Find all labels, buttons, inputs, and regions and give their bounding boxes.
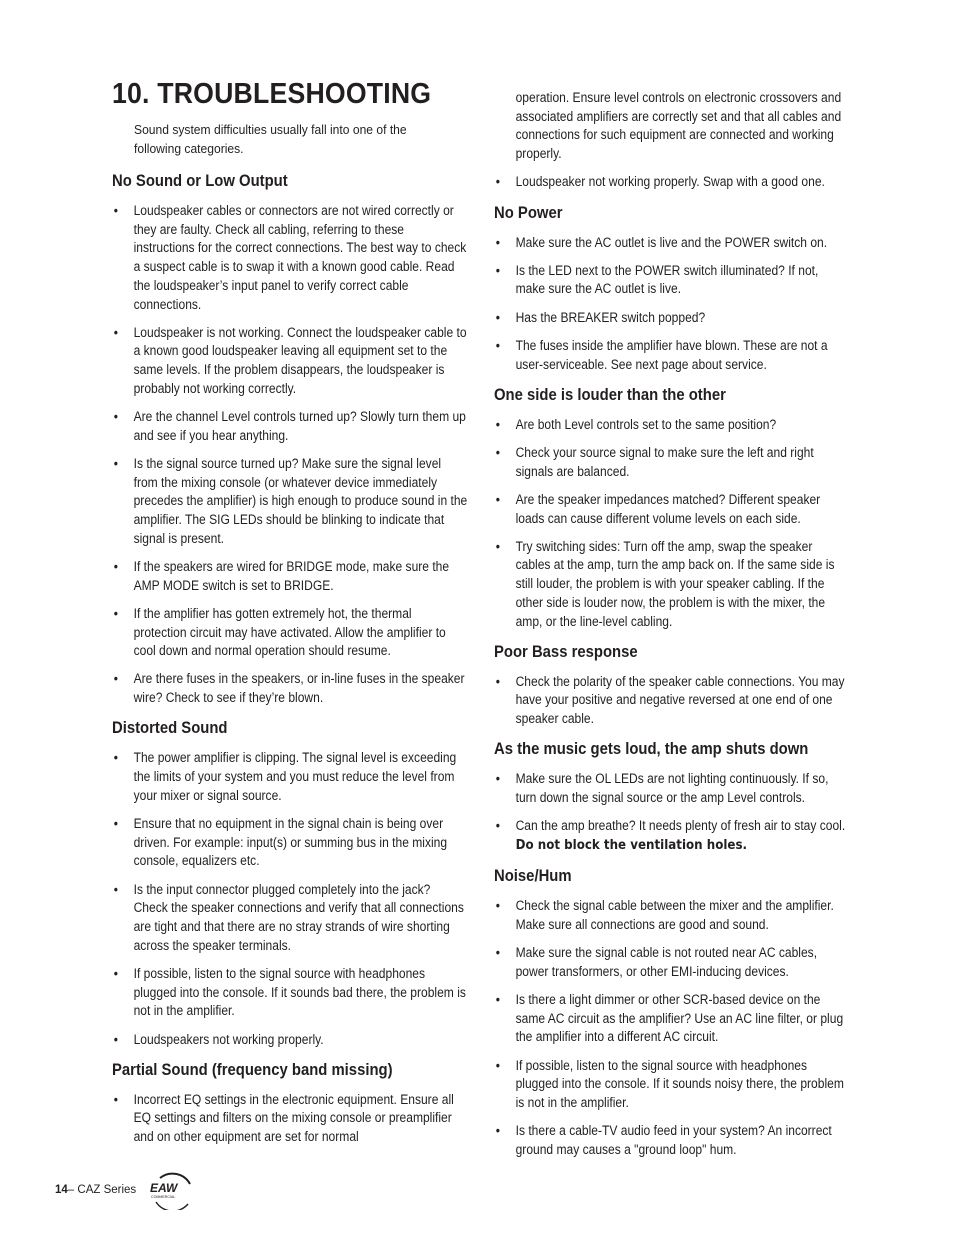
series-label: – CAZ Series	[67, 1184, 137, 1196]
page-footer	[55, 1184, 136, 1196]
bullet-marker: •	[113, 815, 119, 831]
list-item-text: Are both Level controls set to the same position?	[515, 416, 777, 432]
bullet-list	[112, 202, 468, 708]
section-heading: Noise/Hum	[494, 867, 572, 886]
bullet-list	[494, 234, 850, 375]
bullet-list	[494, 897, 850, 1159]
list-item	[494, 944, 850, 981]
list-item	[112, 815, 468, 871]
bullet-marker: •	[495, 444, 501, 460]
list-item-text: If the speakers are wired for BRIDGE mode, make sure the AMP MODE switch is set to BRIDGE.	[133, 558, 450, 593]
bullet-marker: •	[495, 818, 501, 834]
bullet-marker: •	[495, 416, 501, 432]
section-heading: One side is louder than the other	[494, 385, 726, 404]
list-item-text: Is there a cable-TV audio feed in your system? An incorrect ground may causes a "ground loop" hum.	[515, 1123, 832, 1157]
bullet-marker: •	[113, 455, 119, 471]
list-item-text: Ensure that no equipment in the signal chain is being over driven. For example: input(s) or summing bus in the mixing console, equalizers etc.	[133, 815, 448, 869]
list-item-text: Can the amp breathe? It needs plenty of fresh air to stay cool.	[515, 818, 846, 834]
list-item-text: Are the channel Level controls turned up? Slowly turn them up and see if you hear anything.	[133, 409, 466, 443]
list-item	[494, 234, 850, 253]
bullet-marker: •	[495, 673, 501, 689]
list-item	[112, 670, 468, 707]
bullet-marker: •	[113, 605, 119, 621]
list-item	[494, 444, 850, 481]
list-item	[494, 1057, 850, 1113]
bullet-list	[494, 770, 850, 855]
list-item	[112, 324, 468, 399]
list-item	[112, 1091, 468, 1147]
list-item	[494, 1122, 850, 1159]
right-column	[494, 89, 889, 1169]
logo-subtext: COMMERCIAL	[151, 1195, 176, 1199]
bullet-marker: •	[113, 965, 119, 981]
list-item	[494, 337, 850, 374]
list-item-text: If possible, listen to the signal source with headphones plugged into the console. If it sounds bad there, the problem is not in the amplifier.	[133, 965, 466, 1019]
bullet-marker: •	[495, 337, 501, 353]
section-heading: No Sound or Low Output	[112, 172, 288, 190]
bullet-marker: •	[495, 1123, 501, 1139]
logo-arc-lower	[156, 1202, 188, 1210]
bullet-marker: •	[113, 324, 119, 340]
bullet-marker: •	[495, 992, 501, 1007]
section-heading: Poor Bass response	[494, 642, 638, 661]
bullet-marker: •	[495, 898, 501, 914]
list-item	[494, 897, 850, 934]
bullet-marker: •	[495, 945, 501, 961]
bullet-list	[494, 673, 850, 729]
bullet-marker: •	[495, 262, 501, 278]
list-item-text: Incorrect EQ settings in the electronic equipment. Ensure all EQ settings and filters on the mixing console or preamplifier and on other equipment are set for normal	[133, 1091, 454, 1145]
list-item-text: The fuses inside the amplifier have blown. These are not a user-serviceable. See next page about service.	[515, 337, 828, 372]
list-item-text: Check the signal cable between the mixer and the amplifier. Make sure all connections are good and sound.	[515, 898, 834, 932]
list-item-text: Is there a light dimmer or other SCR-based device on the same AC circuit as the amplifier? Use an AC line filter, or plug the amplifier into a different AC circuit.	[515, 992, 844, 1045]
list-item	[494, 491, 850, 528]
bullet-marker: •	[495, 309, 501, 325]
list-item-text: Make sure the signal cable is not routed near AC cables, power transformers, or other EMI-inducing devices.	[515, 945, 818, 979]
list-item	[494, 538, 850, 632]
list-item-text: Has the BREAKER switch popped?	[515, 309, 706, 325]
list-item-text: Loudspeaker cables or connectors are not wired correctly or they are faulty. Check all cabling, referring to these instructions for the correct connections. The best way to check a suspect cable is to swap it with a known good cable. Read the loudspeaker’s input panel to verify correct cable connections.	[133, 203, 467, 312]
list-item-text: Try switching sides: Turn off the amp, swap the speaker cables at the amp, turn the amp back on. If the same side is still louder, the problem is with your speaker cabling. If the other side is louder now, the problem is with the mixer, the amp, or the line-level cabling.	[515, 538, 835, 629]
bullet-marker: •	[495, 174, 501, 190]
bullet-marker: •	[113, 1091, 119, 1107]
bullet-marker: •	[113, 558, 119, 574]
list-item	[112, 1031, 468, 1050]
section-heading: Partial Sound (frequency band missing)	[112, 1060, 393, 1079]
list-item-text: Is the signal source turned up? Make sure the signal level from the mixing console (or whatever device immediately precedes the amplifier) is high enough to produce sound in the amplifier. The SIG LEDs should be blinking to indicate that signal is present.	[133, 455, 468, 546]
list-item-text: Loudspeaker not working properly. Swap with a good one.	[515, 174, 825, 190]
eaw-logo	[146, 1170, 194, 1210]
bullet-marker: •	[113, 671, 119, 687]
list-item-text: Is the input connector plugged completely into the jack? Check the speaker connections and verify that all connections are tight and that there are no stray strands of wire shorting across the speaker terminals.	[133, 881, 464, 953]
continued-paragraph: operation. Ensure level controls on electronic crossovers and associated amplifiers are correctly set and that all cables and connections for such equipment are connected and working properly.	[515, 90, 842, 162]
list-item-text: The power amplifier is clipping. The signal level is exceeding the limits of your system and you must reduce the level from your mixer or signal source.	[133, 750, 457, 803]
list-item	[494, 770, 850, 807]
bullet-list	[112, 1091, 468, 1147]
logo-wordmark: EAW	[150, 1181, 178, 1195]
list-item	[494, 309, 850, 328]
list-item-text: If possible, listen to the signal source with headphones plugged into the console. If it sounds noisy there, the problem is not in the amplifier.	[515, 1057, 844, 1111]
list-item	[494, 817, 850, 855]
bullet-marker: •	[113, 750, 119, 766]
section-heading: As the music gets loud, the amp shuts down	[494, 740, 809, 759]
list-item	[112, 202, 468, 314]
bullet-marker: •	[113, 881, 119, 897]
list-item	[494, 673, 850, 729]
list-item-text: Loudspeaker is not working. Connect the loudspeaker cable to a known good loudspeaker leaving all equipment set to the same levels. If the problem disappears, the loudspeaker is probably not working correctly.	[133, 324, 467, 396]
list-item-text: Is the LED next to the POWER switch illuminated? If not, make sure the AC outlet is live.	[515, 262, 819, 297]
section-heading: No Power	[494, 203, 563, 222]
bullet-marker: •	[113, 1031, 119, 1047]
list-item-text: Make sure the OL LEDs are not lighting continuously. If so, turn down the signal source or the amp Level controls.	[515, 771, 829, 806]
left-column	[112, 170, 507, 1156]
list-item-text: Check the polarity of the speaker cable connections. You may have your positive and negative reversed at one end of one speaker cable.	[515, 673, 845, 727]
page-number: 14	[55, 1184, 68, 1196]
list-item	[112, 558, 468, 595]
bullet-list	[494, 173, 850, 192]
list-item-text: If the amplifier has gotten extremely hot, the thermal protection circuit may have activated. Allow the amplifier to cool down and normal operation should resume.	[133, 605, 446, 659]
bullet-marker: •	[495, 771, 501, 787]
bullet-marker: •	[495, 1057, 501, 1073]
list-item-text: Make sure the AC outlet is live and the POWER switch on.	[515, 234, 828, 250]
list-item	[494, 262, 850, 299]
bullet-list	[112, 749, 468, 1049]
bullet-marker: •	[495, 234, 501, 250]
intro-paragraph: Sound system difficulties usually fall into one of the following categories.	[134, 122, 407, 156]
list-item	[112, 455, 468, 549]
list-item	[494, 991, 850, 1047]
list-item	[112, 965, 468, 1021]
bullet-list	[494, 416, 850, 632]
list-item-text: Loudspeakers not working properly.	[133, 1031, 324, 1047]
list-item	[112, 605, 468, 661]
list-item	[494, 173, 850, 192]
bullet-marker: •	[495, 538, 501, 554]
list-item-text: Are there fuses in the speakers, or in-line fuses in the speaker wire? Check to see if they’re blown.	[133, 671, 465, 706]
warning-note: Do not block the ventilation holes.	[515, 837, 748, 853]
list-item-text: Are the speaker impedances matched? Different speaker loads can cause different volume levels on each side.	[515, 491, 821, 526]
bullet-marker: •	[495, 491, 501, 507]
list-item	[112, 749, 468, 805]
list-item	[112, 881, 468, 956]
section-heading: Distorted Sound	[112, 719, 228, 738]
list-item-text: Check your source signal to make sure the left and right signals are balanced.	[515, 444, 814, 479]
list-item	[112, 408, 468, 445]
list-item	[494, 416, 850, 435]
bullet-marker: •	[113, 409, 119, 425]
bullet-marker: •	[113, 203, 119, 218]
page-title: 10. TROUBLESHOOTING	[112, 78, 432, 110]
